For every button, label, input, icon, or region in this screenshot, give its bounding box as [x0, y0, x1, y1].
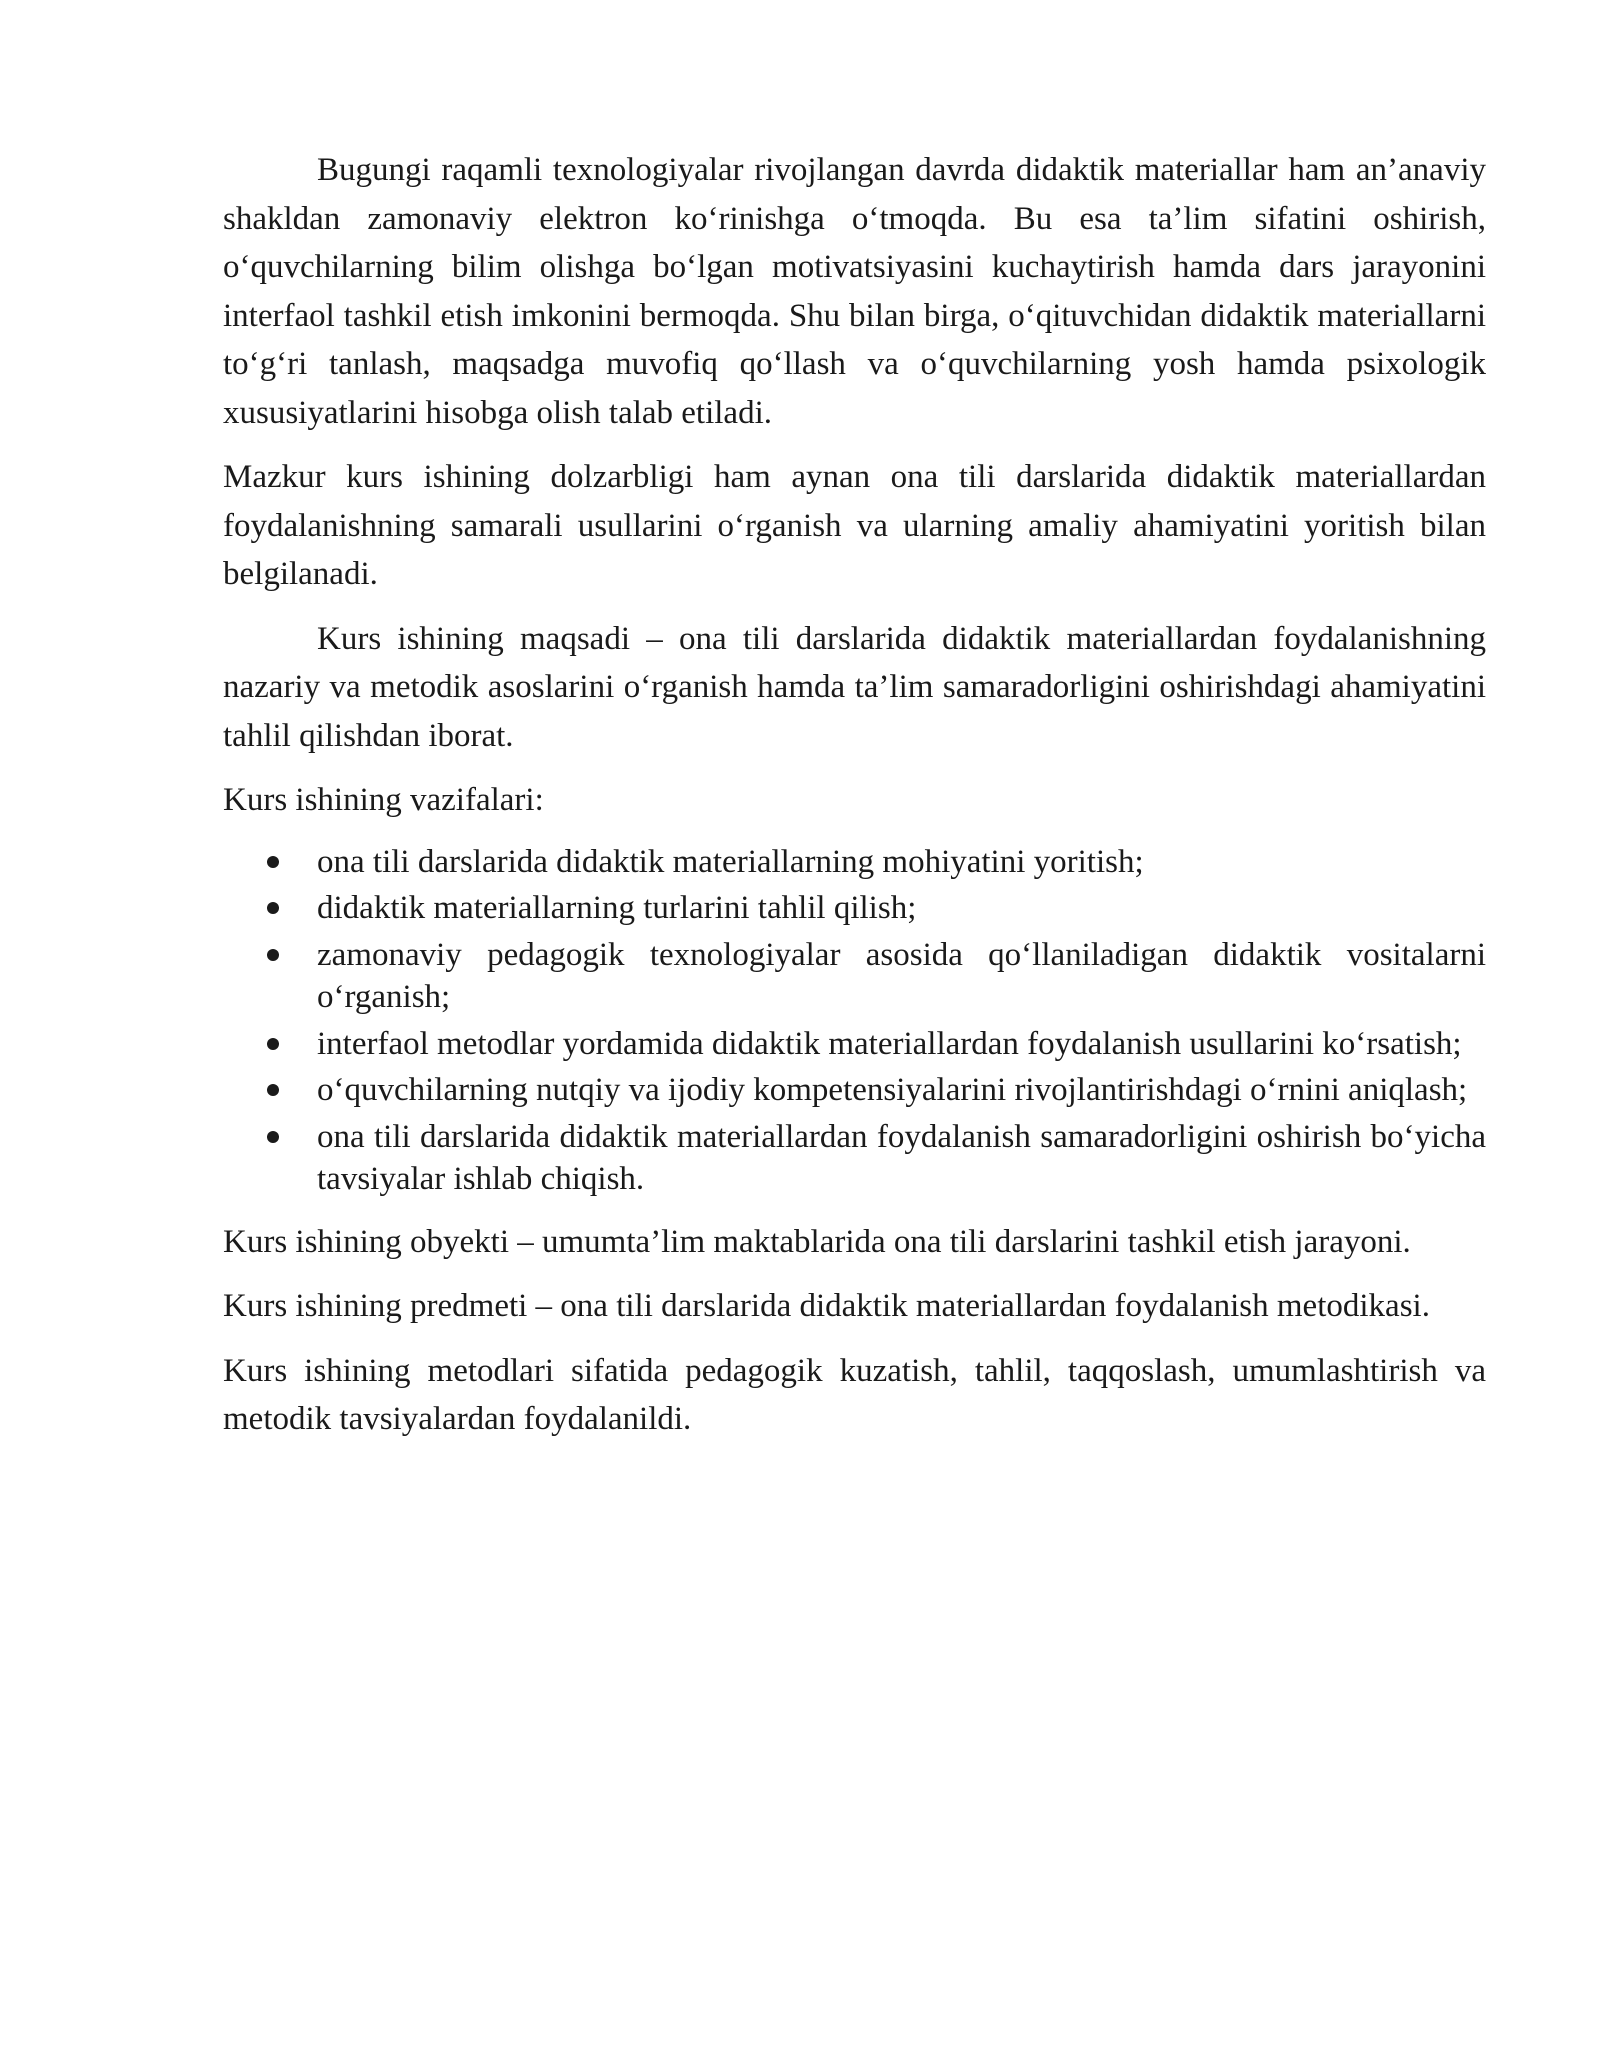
bullet-icon: [267, 902, 279, 914]
list-item: [317, 1023, 1486, 1066]
bullet-icon: [267, 856, 279, 868]
bullet-icon: [267, 1131, 279, 1143]
bullet-icon: [267, 1084, 279, 1096]
list-item: [317, 887, 1486, 930]
object-paragraph: Kurs ishining obyekti – umumta’lim maktablarida ona tili darslarini tashkil etish jarayoni.: [223, 1223, 1411, 1260]
relevance-paragraph: Mazkur kurs ishining dolzarbligi ham aynan ona tili darslarida didaktik materiallardan foydalanishning samarali usullarini oʻrganish va ularning amaliy ahamiyatini yoritish bilan belgilanadi.: [223, 459, 1486, 592]
list-item-text: didaktik materiallarning turlarini tahlil qilish;: [317, 890, 917, 926]
list-item: [317, 1069, 1486, 1112]
list-item-text: zamonaviy pedagogik texnologiyalar asosida qoʻllaniladigan didaktik vositalarni oʻrganish;: [317, 936, 1486, 1015]
tasks-heading: Kurs ishining vazifalari:: [223, 782, 544, 818]
intro-paragraph: Bugungi raqamli texnologiyalar rivojlangan davrda didaktik materiallar ham an’anaviy shakldan zamonaviy elektron koʻrinishga oʻtmoqda. Bu esa ta’lim sifatini oshirish, oʻquvchilarning bilim olishga boʻlgan motivatsiyasini kuchaytirish hamda dars jarayonini interfaol tashkil etish imkonini bermoqda. Shu bilan birga, oʻqituvchidan didaktik materiallarni toʻgʻri tanlash, maqsadga muvofiq qoʻllash va oʻquvchilarning yosh hamda psixologik xususiyatlarini hisobga olish talab etiladi.: [223, 152, 1486, 431]
subject-paragraph: Kurs ishining predmeti – ona tili darslarida didaktik materiallardan foydalanish metodikasi.: [223, 1288, 1430, 1324]
goal-paragraph: Kurs ishining maqsadi – ona tili darslarida didaktik materiallardan foydalanishning nazariy va metodik asoslarini oʻrganish hamda ta’lim samaradorligini oshirishdagi ahamiyatini tahlil qilishdan iborat.: [223, 620, 1486, 754]
methods-paragraph: Kurs ishining metodlari sifatida pedagogik kuzatish, tahlil, taqqoslash, umumlashtirish va metodik tavsiyalardan foydalanildi.: [223, 1352, 1486, 1437]
list-item-text: interfaol metodlar yordamida didaktik materiallardan foydalanish usullarini koʻrsatish;: [317, 1025, 1462, 1062]
list-item: [317, 934, 1486, 1019]
list-item-text: ona tili darslarida didaktik materiallardan foydalanish samaradorligini oshirish boʻyicha tavsiyalar ishlab chiqish.: [317, 1118, 1486, 1197]
tasks-list: [223, 841, 1486, 1201]
bullet-icon: [267, 949, 279, 961]
document-body: [223, 146, 1486, 1460]
list-item: [317, 841, 1486, 884]
list-item-text: ona tili darslarida didaktik materiallarning mohiyatini yoritish;: [317, 843, 1144, 880]
list-item: [317, 1116, 1486, 1201]
list-item-text: oʻquvchilarning nutqiy va ijodiy kompetensiyalarini rivojlantirishdagi oʻrnini aniqlash;: [317, 1072, 1468, 1108]
bullet-icon: [267, 1038, 279, 1050]
